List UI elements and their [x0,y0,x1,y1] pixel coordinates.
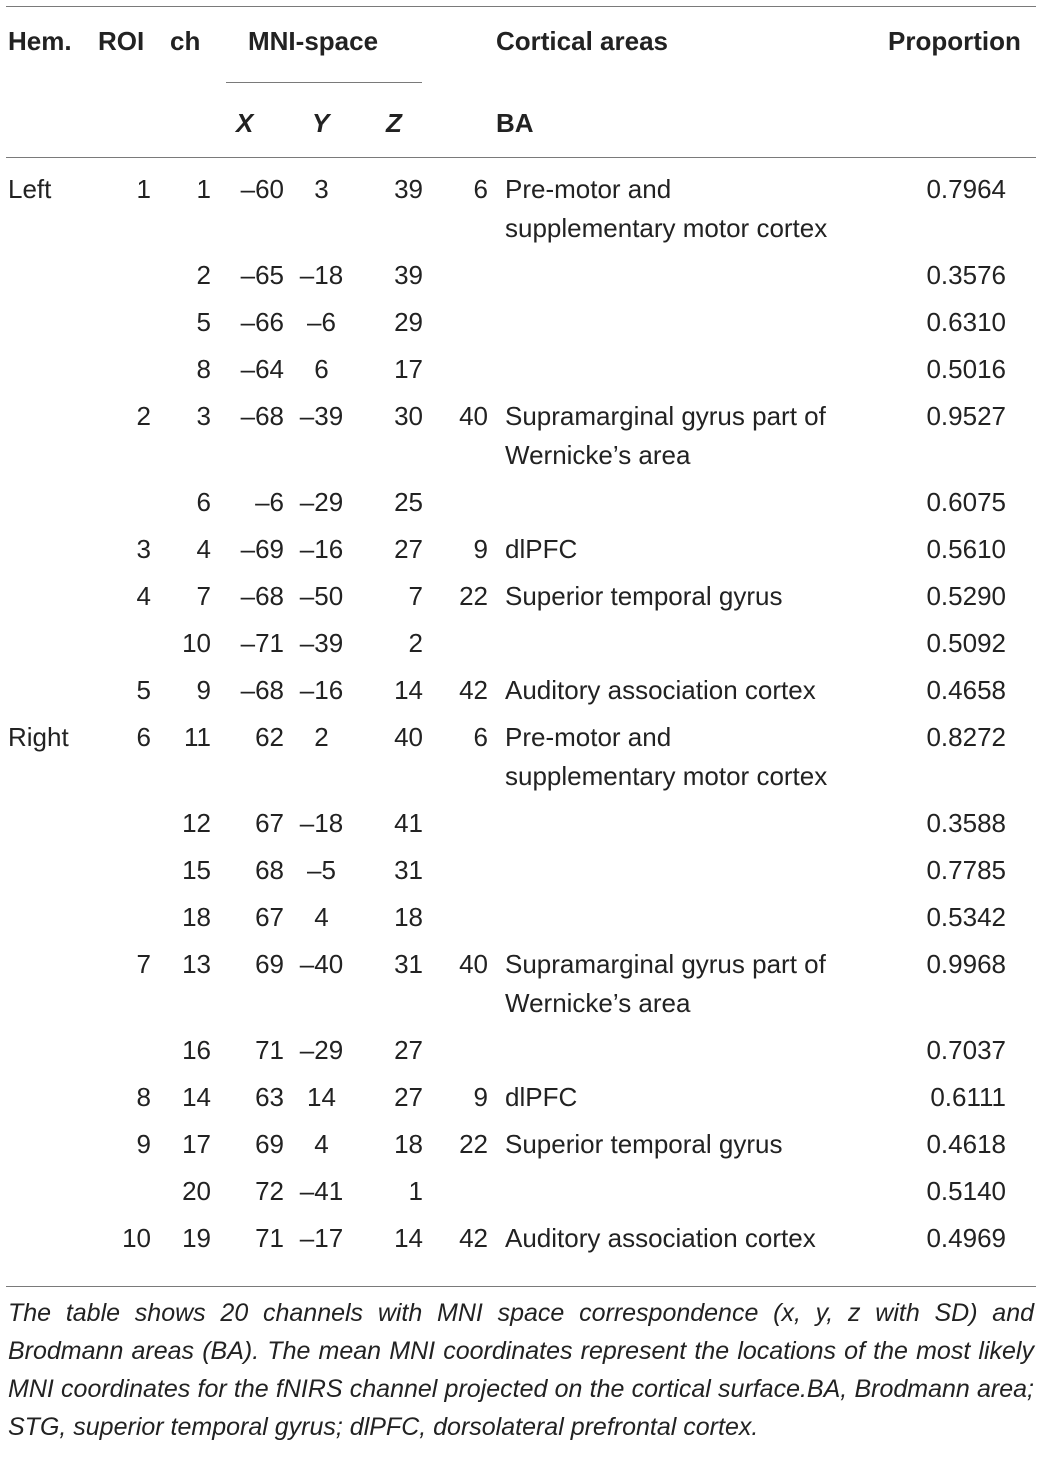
mni-z-cell: 27 [394,1035,423,1065]
proportion-cell: 0.9968 [926,949,1006,979]
ba-cell [423,350,488,397]
roi-cell [104,350,151,397]
table-row [0,170,1044,256]
hemisphere-cell [0,671,104,718]
cortical-area-cell: Auditory association cortex [505,1223,816,1253]
mni-z-cell: 14 [394,675,423,705]
channel-cell: 16 [182,1035,211,1065]
channel-cell: 14 [182,1082,211,1112]
mni-z-cell: 39 [394,174,423,204]
roi-cell: 1 [136,174,151,204]
roi-cell: 6 [136,722,151,752]
header-y: Y [312,108,330,138]
cortical-area-cell [488,256,835,303]
channel-cell: 19 [182,1223,211,1253]
hemisphere-cell [0,1078,104,1125]
mni-y-cell: –16 [299,534,344,564]
ba-cell [423,851,488,898]
hemisphere-cell [0,256,104,303]
proportion-cell: 0.4969 [926,1223,1006,1253]
table-row [0,577,1044,624]
mni-channel-table [0,170,1044,1266]
cortical-area-cell: dlPFC [505,534,578,564]
header-x: X [236,108,254,138]
header-roi: ROI [98,26,145,56]
roi-cell: 3 [136,534,151,564]
cortical-area-cell [488,804,835,851]
mni-x-cell: –6 [255,487,284,517]
table-row [0,804,1044,851]
ba-cell: 40 [459,949,488,979]
header-cortical-areas: Cortical areas [496,26,668,56]
mni-x-cell: 71 [255,1035,284,1065]
roi-cell: 5 [136,675,151,705]
mni-x-cell: 72 [255,1176,284,1206]
roi-cell [104,256,151,303]
mni-y-cell: 4 [314,1129,329,1159]
roi-cell [104,851,151,898]
mni-x-cell: –64 [240,354,284,384]
channel-cell: 12 [182,808,211,838]
hemisphere-cell [0,898,104,945]
proportion-cell: 0.5140 [926,1176,1006,1206]
proportion-cell: 0.5342 [926,902,1006,932]
mni-y-cell: 3 [314,174,329,204]
mni-x-cell: –65 [240,260,284,290]
proportion-cell: 0.7964 [926,174,1006,204]
mni-z-cell: 2 [408,628,423,658]
mni-y-cell: –18 [299,808,344,838]
ba-cell: 6 [473,174,488,204]
mni-y-cell: –18 [299,260,344,290]
proportion-cell: 0.7037 [926,1035,1006,1065]
ba-cell: 22 [459,1129,488,1159]
proportion-cell: 0.9527 [926,401,1006,431]
hemisphere-cell [0,624,104,671]
mni-z-cell: 39 [394,260,423,290]
hemisphere-cell [0,1031,104,1078]
ba-cell: 9 [473,1082,488,1112]
channel-cell: 10 [182,628,211,658]
table-row [0,483,1044,530]
proportion-cell: 0.4618 [926,1129,1006,1159]
mni-z-cell: 18 [394,1129,423,1159]
channel-cell: 1 [196,174,211,204]
mni-x-cell: 67 [255,902,284,932]
mni-x-cell: 62 [255,722,284,752]
cortical-area-cell [488,350,835,397]
hemisphere-cell [0,483,104,530]
channel-cell: 20 [182,1176,211,1206]
channel-cell: 13 [182,949,211,979]
mni-z-cell: 7 [408,581,423,611]
mni-z-cell: 1 [408,1176,423,1206]
proportion-cell: 0.6310 [926,307,1006,337]
hemisphere-cell [0,1172,104,1219]
cortical-area-cell [488,483,835,530]
hemisphere-cell [0,303,104,350]
cortical-area-cell: Supramarginal gyrus part of Wernicke’s area [505,949,826,1018]
cortical-area-cell [488,624,835,671]
proportion-cell: 0.5092 [926,628,1006,658]
mni-y-cell: –40 [299,949,344,979]
roi-cell [104,1172,151,1219]
proportion-cell: 0.8272 [926,722,1006,752]
channel-cell: 2 [196,260,211,290]
hemisphere-cell [0,804,104,851]
cortical-area-cell [488,1031,835,1078]
header-ch: ch [170,26,201,56]
channel-cell: 4 [196,534,211,564]
ba-cell [423,804,488,851]
mni-x-cell: 69 [255,1129,284,1159]
roi-cell [104,1031,151,1078]
ba-cell [423,1031,488,1078]
mni-z-cell: 27 [394,1082,423,1112]
hemisphere-cell: Right [8,722,69,752]
channel-cell: 15 [182,855,211,885]
mni-y-cell: –50 [299,581,344,611]
table-row [0,1172,1044,1219]
hemisphere-cell [0,851,104,898]
table-footnote: The table shows 20 channels with MNI space correspondence (x, y, z with SD) and Brodmann areas (BA). The mean MNI coordinates represent the locations of the most likely MNI coordinates for the fNIRS channel projected on the cortical surface.BA, Brodmann area; STG, superior temporal gyrus; dlPFC, dorsolateral prefrontal cortex. [8,1299,1034,1441]
cortical-area-cell: Auditory association cortex [505,675,816,705]
mni-span-rule [226,82,422,83]
table-row [0,303,1044,350]
channel-cell: 6 [196,487,211,517]
hemisphere-cell [0,530,104,577]
proportion-cell: 0.5610 [926,534,1006,564]
header-z: Z [386,108,402,138]
roi-cell: 8 [136,1082,151,1112]
ba-cell [423,303,488,350]
proportion-cell: 0.5290 [926,581,1006,611]
mni-y-cell: –39 [299,401,344,431]
mni-y-cell: –5 [307,855,336,885]
roi-cell: 9 [136,1129,151,1159]
roi-cell: 4 [136,581,151,611]
mni-x-cell: –66 [240,307,284,337]
mni-x-cell: –68 [240,675,284,705]
roi-cell [104,804,151,851]
channel-cell: 17 [182,1129,211,1159]
hemisphere-cell [0,350,104,397]
mni-y-cell: 2 [314,722,329,752]
ba-cell: 9 [473,534,488,564]
table-row [0,851,1044,898]
mni-y-cell: 6 [314,354,329,384]
mni-z-cell: 30 [394,401,423,431]
hemisphere-cell [0,1125,104,1172]
mni-z-cell: 29 [394,307,423,337]
table-row [0,624,1044,671]
ba-cell [423,483,488,530]
mni-x-cell: –68 [240,581,284,611]
mni-x-cell: 63 [255,1082,284,1112]
roi-cell [104,483,151,530]
table-row [0,1125,1044,1172]
cortical-area-cell: Pre-motor and supplementary motor cortex [505,722,828,791]
top-rule [6,6,1036,7]
mni-z-cell: 31 [394,949,423,979]
proportion-cell: 0.6075 [926,487,1006,517]
hemisphere-cell [0,945,104,1031]
mni-x-cell: –69 [240,534,284,564]
cortical-area-cell [488,851,835,898]
roi-cell: 7 [136,949,151,979]
channel-cell: 5 [196,307,211,337]
table-row [0,671,1044,718]
mni-z-cell: 17 [394,354,423,384]
mni-x-cell: 67 [255,808,284,838]
table-row [0,718,1044,804]
header-rule [6,157,1036,158]
ba-cell: 42 [459,1223,488,1253]
hemisphere-cell: Left [8,174,52,204]
mni-y-cell: 4 [314,902,329,932]
mni-z-cell: 25 [394,487,423,517]
cortical-area-cell: Supramarginal gyrus part of Wernicke’s area [505,401,826,470]
channel-cell: 7 [196,581,211,611]
mni-y-cell: –39 [299,628,344,658]
table-row [0,256,1044,303]
proportion-cell: 0.3576 [926,260,1006,290]
cortical-area-cell: Superior temporal gyrus [505,1129,783,1159]
proportion-cell: 0.6111 [930,1082,1006,1112]
ba-cell: 42 [459,675,488,705]
cortical-area-cell: Pre-motor and supplementary motor cortex [505,174,828,243]
table-row [0,945,1044,1031]
mni-y-cell: –41 [299,1176,344,1206]
table-row [0,1078,1044,1125]
mni-y-cell: –17 [299,1223,344,1253]
channel-cell: 11 [184,722,211,752]
mni-y-cell: –6 [307,307,336,337]
header-hem: Hem. [8,26,72,56]
cortical-area-cell [488,303,835,350]
header-proportion: Proportion [888,26,1021,56]
ba-cell [423,624,488,671]
ba-cell [423,898,488,945]
ba-cell: 40 [459,401,488,431]
proportion-cell: 0.5016 [926,354,1006,384]
roi-cell [104,303,151,350]
table-row [0,350,1044,397]
roi-cell: 10 [122,1223,151,1253]
hemisphere-cell [0,397,104,483]
mni-x-cell: 68 [255,855,284,885]
roi-cell [104,624,151,671]
cortical-area-cell: dlPFC [505,1082,578,1112]
hemisphere-cell [0,577,104,624]
ba-cell: 22 [459,581,488,611]
channel-cell: 9 [196,675,211,705]
cortical-area-cell [488,1172,835,1219]
mni-x-cell: –71 [240,628,284,658]
channel-cell: 3 [196,401,211,431]
table-row [0,1219,1044,1266]
channel-cell: 8 [196,354,211,384]
proportion-cell: 0.4658 [926,675,1006,705]
table-row [0,530,1044,577]
table-row [0,397,1044,483]
mni-z-cell: 14 [394,1223,423,1253]
mni-x-cell: –60 [240,174,284,204]
mni-z-cell: 41 [394,808,423,838]
table-row [0,898,1044,945]
header-mni-space: MNI-space [248,26,379,56]
mni-z-cell: 18 [394,902,423,932]
roi-cell: 2 [136,401,151,431]
mni-x-cell: 69 [255,949,284,979]
roi-cell [104,898,151,945]
ba-cell [423,1172,488,1219]
mni-x-cell: –68 [240,401,284,431]
mni-y-cell: –29 [299,487,344,517]
header-ba: BA [496,108,534,138]
mni-z-cell: 40 [394,722,423,752]
hemisphere-cell [0,1219,104,1266]
cortical-area-cell: Superior temporal gyrus [505,581,783,611]
bottom-rule [6,1286,1036,1287]
ba-cell [423,256,488,303]
mni-z-cell: 31 [394,855,423,885]
mni-y-cell: –16 [299,675,344,705]
proportion-cell: 0.3588 [926,808,1006,838]
mni-y-cell: –29 [299,1035,344,1065]
mni-y-cell: 14 [307,1082,336,1112]
proportion-cell: 0.7785 [926,855,1006,885]
mni-z-cell: 27 [394,534,423,564]
channel-cell: 18 [182,902,211,932]
ba-cell: 6 [473,722,488,752]
cortical-area-cell [488,898,835,945]
table-row [0,1031,1044,1078]
mni-x-cell: 71 [255,1223,284,1253]
